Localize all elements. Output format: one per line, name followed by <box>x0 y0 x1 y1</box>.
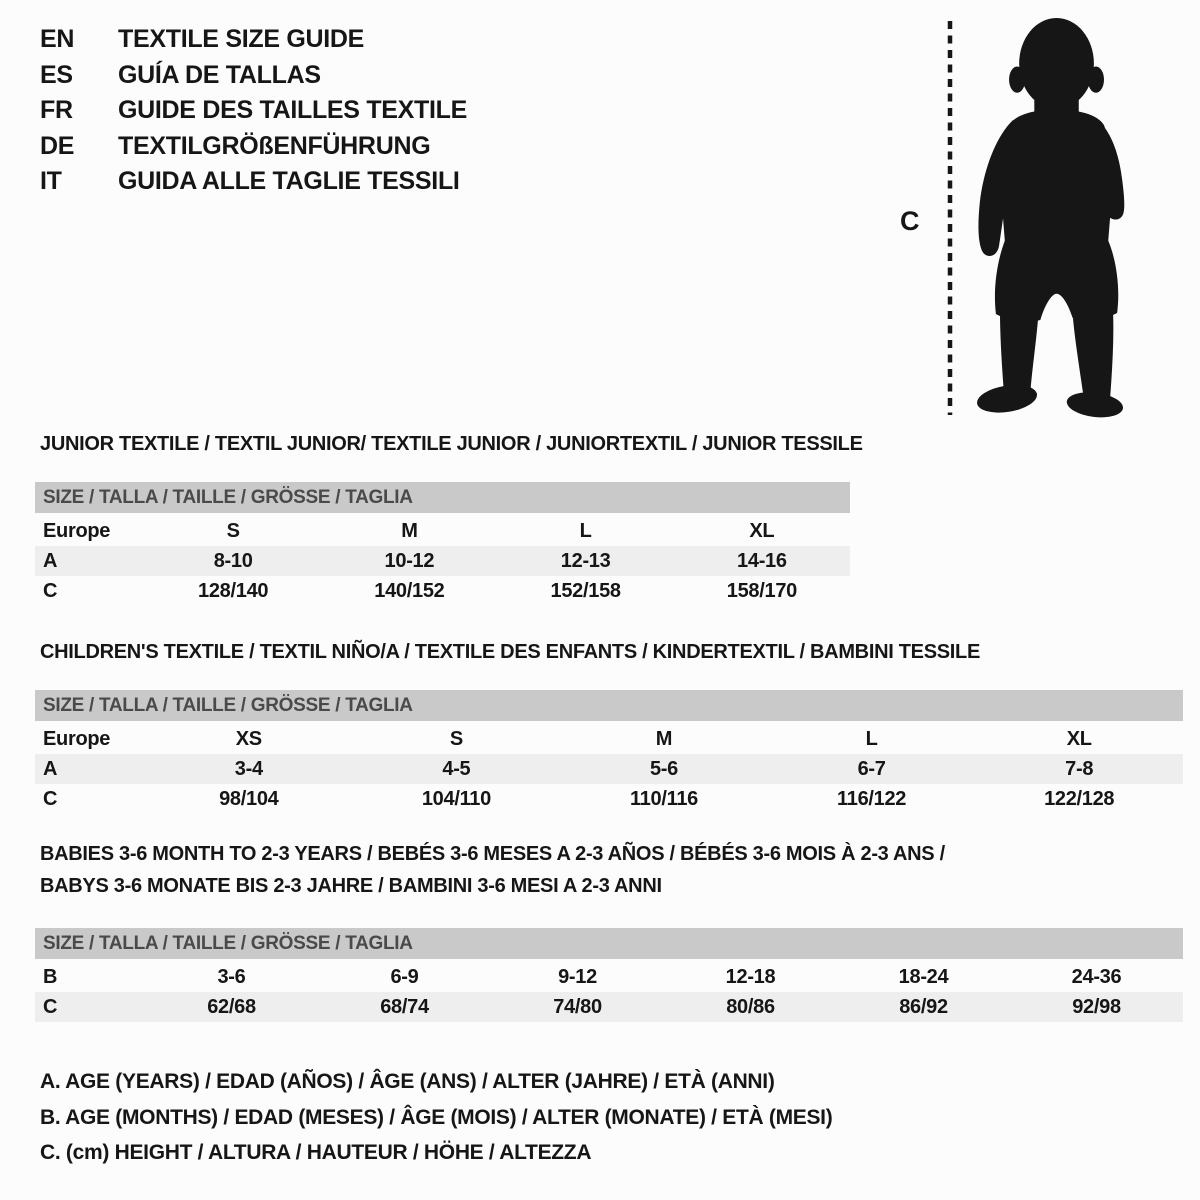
size-cell: 80/86 <box>726 995 775 1018</box>
row-label: Europe <box>43 727 111 750</box>
size-cell: 152/158 <box>550 579 621 602</box>
size-cell: 158/170 <box>726 579 797 602</box>
size-cell: 86/92 <box>899 995 948 1018</box>
section-title-line: BABYS 3-6 MONATE BIS 2-3 JAHRE / BAMBINI 3-6 MESI A 2-3 ANNI <box>40 875 662 897</box>
size-cell: 12-13 <box>560 549 611 572</box>
size-cell: 24-36 <box>1071 965 1122 988</box>
size-cell: XL <box>749 519 775 542</box>
size-cell: 4-5 <box>442 757 471 780</box>
size-cell: 3-6 <box>217 965 246 988</box>
row-label: Europe <box>43 519 111 542</box>
size-header-bar: SIZE / TALLA / TAILLE / GRÖSSE / TAGLIA <box>35 928 1183 959</box>
section-title <box>40 640 1183 664</box>
size-table <box>35 690 1183 814</box>
table-row <box>35 992 1183 1022</box>
size-cell: 10-12 <box>384 549 435 572</box>
table-row <box>35 724 1183 754</box>
size-cell: S <box>226 519 240 542</box>
row-label: A <box>43 757 58 780</box>
size-cell: M <box>655 727 673 750</box>
size-cell: S <box>449 727 463 750</box>
size-cell: 8-10 <box>213 549 253 572</box>
size-cell: 98/104 <box>219 787 279 810</box>
size-cell: 7-8 <box>1065 757 1094 780</box>
size-cell: 68/74 <box>380 995 429 1018</box>
row-label: C <box>43 579 58 602</box>
size-cell: 62/68 <box>207 995 256 1018</box>
language-code: ES <box>40 60 73 89</box>
size-cell: 110/116 <box>629 787 698 810</box>
size-cell: 140/152 <box>374 579 445 602</box>
footnotes <box>40 1064 832 1171</box>
size-cell: 9-12 <box>558 965 597 988</box>
row-label: C <box>43 995 58 1018</box>
table-row <box>35 576 850 606</box>
size-cell: XS <box>235 727 262 750</box>
size-cell: M <box>401 519 418 542</box>
size-cell: 5-6 <box>649 757 678 780</box>
language-code: DE <box>40 131 75 160</box>
section-title-line: CHILDREN'S TEXTILE / TEXTIL NIÑO/A / TEXTILE DES ENFANTS / KINDERTEXTIL / BAMBINI TESSILE <box>40 641 980 663</box>
height-measure-label: C <box>900 206 920 236</box>
size-header-bar: SIZE / TALLA / TAILLE / GRÖSSE / TAGLIA <box>35 690 1183 721</box>
size-cell: XL <box>1066 727 1092 750</box>
language-code: FR <box>40 96 73 125</box>
guide-title: GUÍA DE TALLAS <box>118 60 321 89</box>
section-title <box>40 432 863 456</box>
guide-title: TEXTILE SIZE GUIDE <box>118 25 365 54</box>
section-junior-textile <box>35 432 863 606</box>
footnote-line: A. AGE (YEARS) / EDAD (AÑOS) / ÂGE (ANS) / ALTER (JAHRE) / ETÀ (ANNI) <box>40 1070 775 1093</box>
table-row <box>35 962 1183 992</box>
size-table <box>35 482 850 606</box>
size-cell: L <box>865 727 878 750</box>
table-row <box>35 516 850 546</box>
size-cell: 14-16 <box>737 549 787 572</box>
section-title-line: BABIES 3-6 MONTH TO 2-3 YEARS / BEBÉS 3-6 MESES A 2-3 AÑOS / BÉBÉS 3-6 MOIS À 2-3 ANS / <box>40 843 945 865</box>
table-row <box>35 546 850 576</box>
size-cell: 92/98 <box>1072 995 1121 1018</box>
footnote-line: B. AGE (MONTHS) / EDAD (MESES) / ÂGE (MOIS) / ALTER (MONATE) / ETÀ (MESI) <box>40 1105 833 1129</box>
size-cell: 74/80 <box>553 995 602 1018</box>
size-cell: 6-9 <box>390 965 419 988</box>
footnote-line: C. (cm) HEIGHT / ALTURA / HAUTEUR / HÖHE / ALTEZZA <box>40 1141 592 1164</box>
measurement-figure <box>0 0 1200 440</box>
size-table <box>35 928 1183 1022</box>
size-cell: 128/140 <box>198 579 269 602</box>
table-row <box>35 754 1183 784</box>
section-title-line: JUNIOR TEXTILE / TEXTIL JUNIOR/ TEXTILE JUNIOR / JUNIORTEXTIL / JUNIOR TESSILE <box>40 433 863 455</box>
toddler-silhouette-icon <box>970 16 1138 420</box>
size-cell: 18-24 <box>898 965 949 988</box>
size-header-bar: SIZE / TALLA / TAILLE / GRÖSSE / TAGLIA <box>35 482 850 513</box>
section-babies <box>35 838 1183 1022</box>
dashed-height-line-icon <box>945 18 955 418</box>
section-childrens-textile <box>35 640 1183 814</box>
size-cell: 6-7 <box>857 757 886 780</box>
row-label: A <box>43 549 58 572</box>
size-cell: 122/128 <box>1044 787 1115 810</box>
row-label: C <box>43 787 58 810</box>
table-row <box>35 784 1183 814</box>
language-code: IT <box>40 167 62 196</box>
size-cell: 3-4 <box>234 757 263 780</box>
size-cell: 116/122 <box>837 787 907 810</box>
size-cell: L <box>579 519 592 542</box>
language-code: EN <box>40 25 75 54</box>
size-cell: 12-18 <box>725 965 776 988</box>
section-title <box>40 838 1183 902</box>
guide-title: TEXTILGRÖßENFÜHRUNG <box>118 131 431 160</box>
size-cell: 104/110 <box>421 787 491 810</box>
guide-title: GUIDA ALLE TAGLIE TESSILI <box>118 167 460 196</box>
guide-title: GUIDE DES TAILLES TEXTILE <box>118 96 468 125</box>
row-label: B <box>43 965 58 988</box>
